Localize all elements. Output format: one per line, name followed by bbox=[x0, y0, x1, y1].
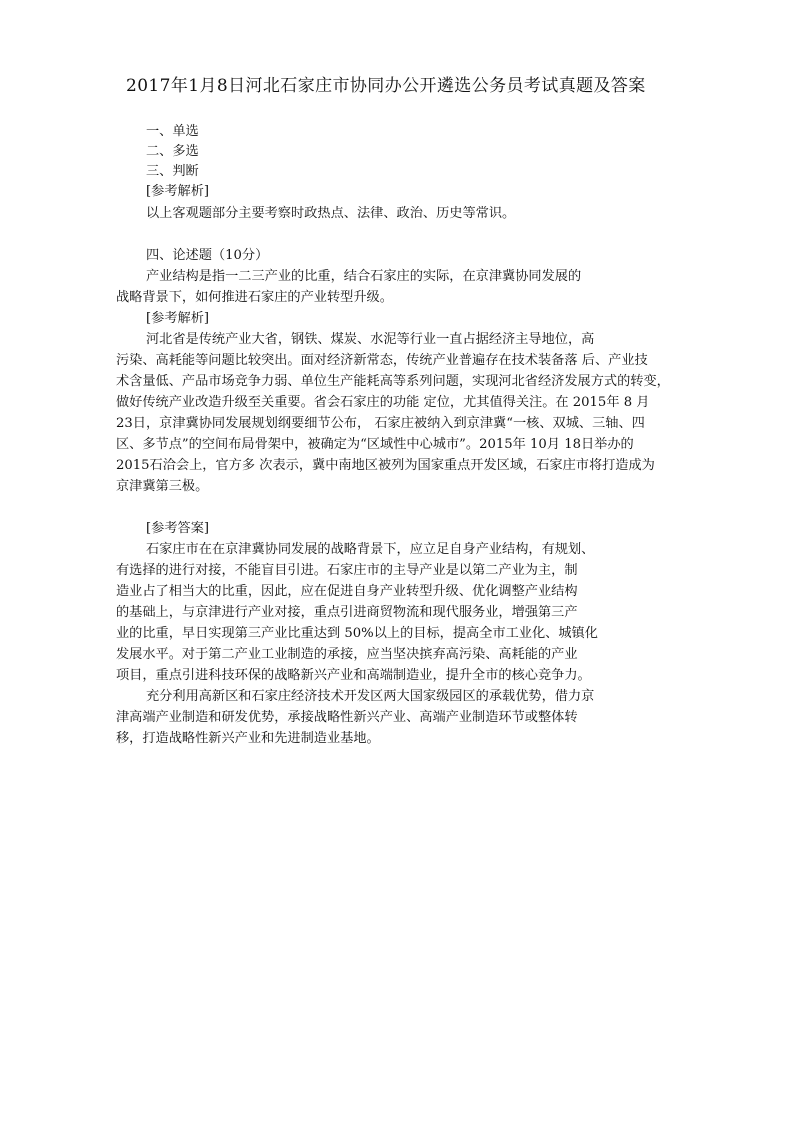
document-title: 2017年1月8日河北石家庄市协同办公开遴选公务员考试真题及答案 bbox=[126, 76, 646, 96]
answer-paragraph-line: 移，打造战略性新兴产业和先进制造业基地。 bbox=[116, 731, 380, 746]
analysis-paragraph-line: 京津冀第三极。 bbox=[116, 479, 209, 494]
summary-text: 以上客观题部分主要考察时政热点、法律、政治、历史等常识。 bbox=[146, 206, 516, 221]
analysis-paragraph-line: 区、多节点”的空间布局骨架中，被确定为“区域性中心城市”。2015年 10月 18日举办的 bbox=[116, 437, 634, 452]
answer-label: [参考答案] bbox=[146, 521, 210, 536]
analysis-label: [参考解析] bbox=[146, 184, 210, 199]
essay-question-line: 战略背景下，如何推进石家庄的产业转型升级。 bbox=[116, 290, 393, 305]
analysis-paragraph-line: 河北省是传统产业大省，钢铁、煤炭、水泥等行业一直占据经济主导地位，高 bbox=[146, 332, 595, 347]
answer-paragraph-line: 的基础上，与京津进行产业对接，重点引进商贸物流和现代服务业，增强第三产 bbox=[116, 605, 578, 620]
essay-question-line: 产业结构是指一二三产业的比重，结合石家庄的实际，在京津冀协同发展的 bbox=[146, 269, 582, 284]
answer-paragraph-line: 石家庄市在在京津冀协同发展的战略背景下，应立足自身产业结构，有规划、 bbox=[146, 542, 595, 557]
analysis2-label: [参考解析] bbox=[146, 311, 210, 326]
analysis-paragraph-line: 污染、高耗能等问题比较突出。面对经济新常态，传统产业普遍存在技术装备落 后、产业技 bbox=[116, 353, 648, 368]
answer-paragraph-line: 有选择的进行对接，不能盲目引进。石家庄市的主导产业是以第二产业为主，制 bbox=[116, 563, 578, 578]
analysis-paragraph-line: 2015石洽会上，官方多 次表示，冀中南地区被列为国家重点开发区域，石家庄市将打造成为 bbox=[116, 458, 655, 473]
analysis-paragraph-line: 做好传统产业改造升级至关重要。省会石家庄的功能 定位，尤其值得关注。在 2015年 8 月 bbox=[116, 395, 650, 410]
section-true-false: 三、判断 bbox=[146, 164, 199, 179]
analysis-paragraph-line: 23日，京津冀协同发展规划纲要细节公布， 石家庄被纳入到京津冀“一核、双城、三轴、四 bbox=[116, 416, 645, 431]
answer-paragraph-line: 造业占了相当大的比重，因此，应在促进自身产业转型升级、优化调整产业结构 bbox=[116, 584, 578, 599]
answer-paragraph-line: 项目，重点引进科技环保的战略新兴产业和高端制造业，提升全市的核心竞争力。 bbox=[116, 668, 591, 683]
answer-paragraph-line: 发展水平。对于第二产业工业制造的承接，应当坚决摈弃高污染、高耗能的产业 bbox=[116, 647, 578, 662]
analysis-paragraph-line: 术含量低、产品市场竞争力弱、单位生产能耗高等系列问题，实现河北省经济发展方式的转变， bbox=[116, 374, 670, 389]
section-multiple-choice: 二、多选 bbox=[146, 144, 199, 159]
essay-heading: 四、论述题（10分） bbox=[146, 248, 269, 263]
answer-paragraph-line: 津高端产业制造和研发优势，承接战略性新兴产业、高端产业制造环节或整体转 bbox=[116, 710, 578, 725]
answer-paragraph-line: 充分利用高新区和石家庄经济技术开发区两大国家级园区的承载优势，借力京 bbox=[146, 689, 595, 704]
section-single-choice: 一、单选 bbox=[146, 124, 199, 139]
answer-paragraph-line: 业的比重，早日实现第三产业比重达到 50%以上的目标，提高全市工业化、城镇化 bbox=[116, 626, 598, 641]
